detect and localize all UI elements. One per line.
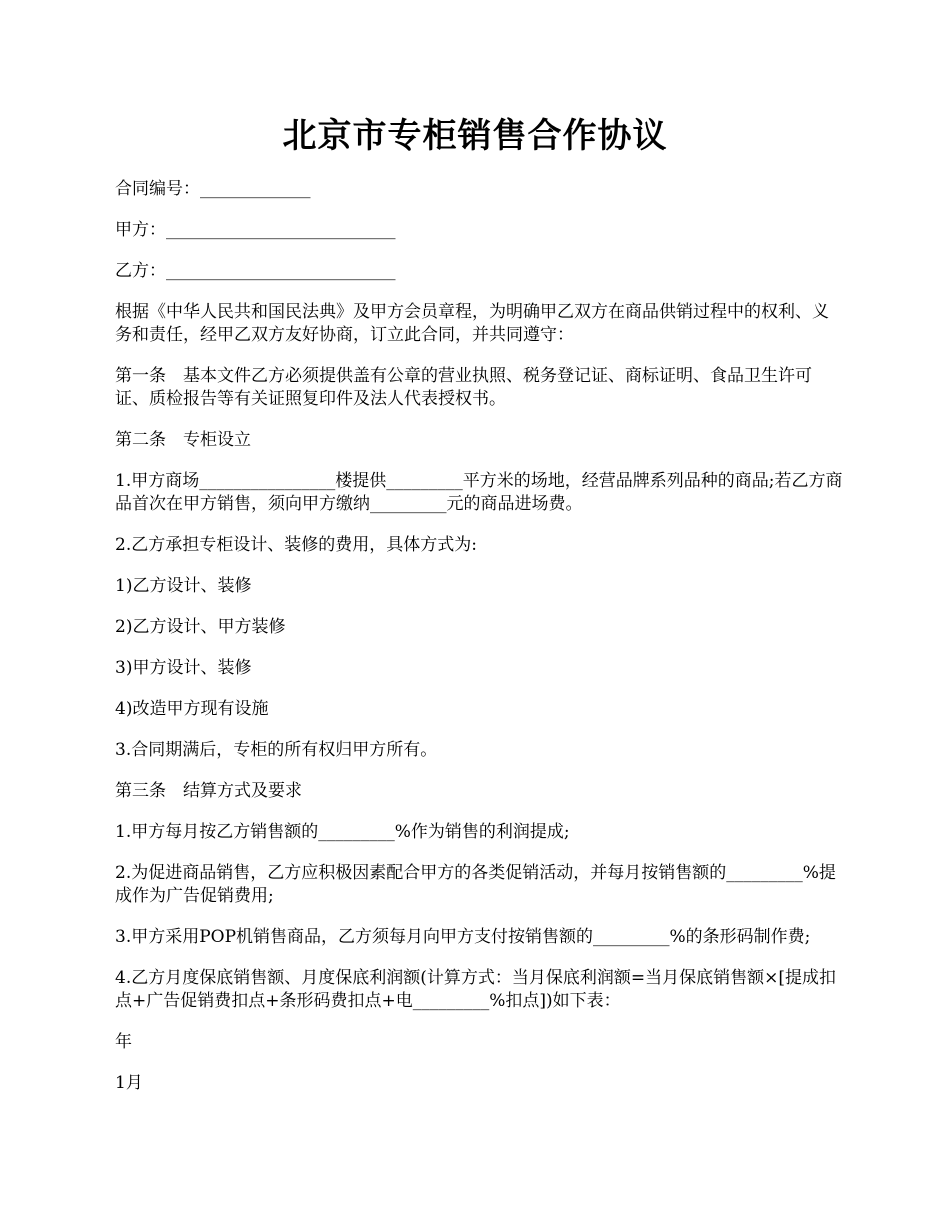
option-3: 3)甲方设计、装修 [115, 658, 252, 678]
article-3-item-3: 3.甲方采用POP机销售商品，乙方须每月向甲方支付按销售额的_________%的条形码制作费; [115, 927, 811, 947]
party-b-line: 乙方：___________________________ [115, 261, 396, 281]
article-2-item-2: 2.乙方承担专柜设计、装修的费用，具体方式为: [115, 535, 477, 555]
article-3-item-4: 4.乙方月度保底销售额、月度保底利润额(计算方式：当月保底利润额=当月保底销售额×[提成扣点+广告促销费扣点+条形码费扣点+电_________%扣点])如下表： [115, 968, 836, 1011]
article-1-paragraph: 第一条 基本文件乙方必须提供盖有公章的营业执照、税务登记证、商标证明、食品卫生许可证、质检报告等有关证照复印件及法人代表授权书。 [115, 366, 812, 409]
article-2-item-3: 3.合同期满后，专柜的所有权归甲方所有。 [115, 740, 438, 760]
article-2-heading: 第二条 专柜设立 [115, 430, 251, 450]
article-3-item-1: 1.甲方每月按乙方销售额的_________%作为销售的利润提成; [115, 822, 570, 842]
option-4: 4)改造甲方现有设施 [115, 699, 269, 719]
party-a-line: 甲方：___________________________ [115, 220, 396, 240]
option-2: 2)乙方设计、甲方装修 [115, 617, 286, 637]
article-3-item-2: 2.为促进商品销售，乙方应积极因素配合甲方的各类促销活动，并每月按销售额的_________%提成作为广告促销费用; [115, 863, 836, 906]
article-2-item-1: 1.甲方商场________________楼提供_________平方米的场地，经营品牌系列品种的商品;若乙方商品首次在甲方销售，须向甲方缴纳_________元的商品进场费。 [115, 471, 843, 514]
option-1: 1)乙方设计、装修 [115, 576, 252, 596]
document-body [115, 178, 843, 1113]
table-header-year: 年 [115, 1032, 132, 1052]
contract-number-line: 合同编号：_____________ [115, 179, 311, 199]
document-title: 北京市专柜销售合作协议 [282, 116, 668, 156]
article-3-heading: 第三条 结算方式及要求 [115, 781, 302, 801]
table-row-january: 1月 [115, 1073, 143, 1093]
preamble-paragraph: 根据《中华人民共和国民法典》及甲方会员章程，为明确甲乙双方在商品供销过程中的权利、义务和责任，经甲乙双方友好协商，订立此合同，并共同遵守： [115, 302, 829, 345]
